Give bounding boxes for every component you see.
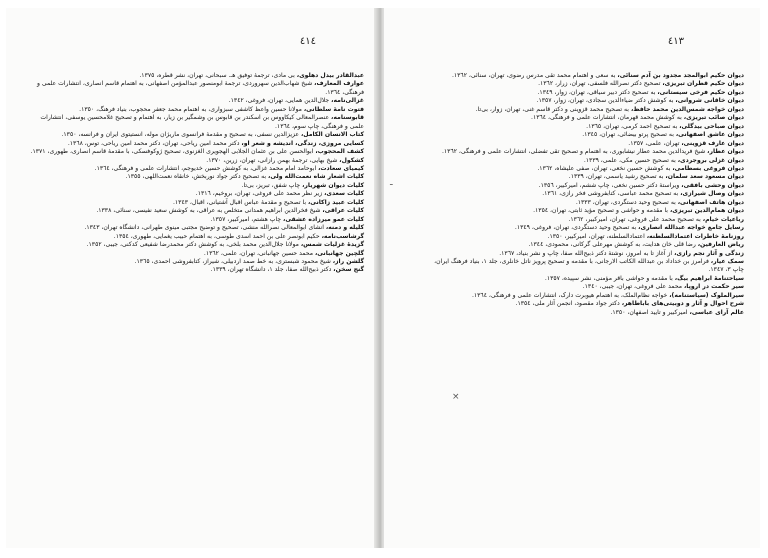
entry-title: رباعیات خیام،	[702, 215, 744, 223]
entry-title: عالم آرای عباسی،	[689, 308, 744, 316]
bibliography-entry	[28, 266, 364, 274]
entry-details: محمد علی فروغی، تهران، جیبی، ١٣٤٠.	[582, 283, 683, 291]
bibliography-entry	[422, 148, 744, 156]
entry-title: دیوان عاشق اصفهانی،	[675, 131, 744, 139]
entry-details: به تصحیح محمد علی فروغی، تهران، امیرکبیر، ١٣٦٢.	[568, 215, 701, 223]
entry-details: با مقدمه و حواشی باقر مؤمنی، نشر سپیده، ١٣٥٧.	[544, 274, 673, 282]
entry-details: تصحیح دکتر نصرالله فلسفی، تهران، زرار، ١٣٦٢.	[538, 80, 661, 88]
entry-title: کلیات عراقی،	[322, 207, 364, 215]
bibliography-entry	[422, 140, 744, 148]
bibliography-entry	[28, 140, 364, 148]
entry-title: رسایل جامع خواجه عبدالله انصاری،	[638, 224, 744, 232]
entry-details: دکتر محمد امین ریاحی، تهران، دکتر محمد امین ریاحی، توس، ١٣٦٨.	[67, 139, 240, 147]
bibliography-entry	[28, 157, 364, 165]
entry-details: شیخ محمود شبستری، به خط صمد اردبیلی، شیراز، کتابفروشی احمدی، ١٣٦٥.	[134, 257, 331, 265]
entry-details: انشای ابوالمعالی نصرالله منشی، تصحیح و توضیح مجتبی مینوی طهرانی، دانشگاه تهران، ١٣٤٣.	[84, 224, 324, 232]
bibliography-entry	[422, 199, 744, 207]
bibliography-entry	[422, 114, 744, 122]
bibliography-entry	[422, 300, 744, 308]
entry-title: غزالی‌نامه،	[331, 97, 364, 105]
entry-title: کتاب الانسان الکامل،	[300, 131, 364, 139]
entry-details: تهران، علمی، ١٣٥٧.	[628, 139, 680, 147]
entry-details: به کوشش دکتر ضیاءالدین سجادی، تهران، زوار، ١٣٥٧.	[536, 97, 674, 105]
entry-details: به تصحیح حسین مکی، علمی، ١٣٣٩.	[583, 156, 676, 164]
bibliography-entry	[28, 165, 364, 173]
bibliography-entry	[422, 292, 744, 300]
entry-details: ابوحامد امام محمد غزالی، به کوشش حسین خدیوجم، انتشارات علمی و فرهنگی، ١٣٦٤.	[94, 164, 317, 172]
entry-title: عبدالقادر بیدل دهلوی،	[296, 72, 364, 79]
right-bibliography-list	[422, 72, 744, 317]
entry-details: اعتمادالسلطنه، تهران، امیرکبیر، ١٣٥٠.	[547, 232, 645, 240]
bibliography-entry	[28, 131, 364, 139]
entry-details: فرامرز بن خداداد بن عبدالله الکاتب الارجانی، با مقدمه و تصحیح پرویز ناتل خانلری، جلد ١، بنیاد فرهنگ ایران، چاپ ٣، ١٣٤٧.	[434, 257, 744, 274]
entry-title: کلیات دیوان شهریار،	[302, 181, 364, 189]
entry-details: به تصحیح وحید دستگردی، تهران، فروغی، ١٣٤٩.	[514, 224, 637, 232]
entry-details: به کوشش محمد قهرمان، انتشارات علمی و فرهنگی، ١٣٦٤.	[531, 114, 682, 122]
entry-details: شیخ شهاب‌الدین سهروردی، ترجمهٔ ابومنصور عبدالمؤمن اصفهانی، به اهتمام قاسم انصاری، انتشارات علمی و فرهنگی، ١٣٦٤.	[37, 80, 364, 96]
entry-title: دیوان حکیم ابوالمجد مجدود بن آدم سنائی،	[617, 72, 744, 79]
entry-details: به تصحیح دکتر دبیر سیاقی، تهران، زوار، ١٣٤٩.	[537, 88, 656, 96]
entry-details: با تصحیح و مقدمهٔ عباس اقبال آشتیانی، اقبال، ١٣٤٣.	[172, 198, 307, 206]
entry-details: دکتر جواد مقصود، انجمن آثار ملی، ١٣٥٤.	[515, 300, 620, 308]
bibliography-entry	[422, 97, 744, 105]
bibliography-entry	[28, 233, 364, 241]
bibliography-entry	[422, 224, 744, 232]
bibliography-entry	[422, 241, 744, 249]
entry-details: به تصحیح وحید دستگردی، تهران، ١٣٣٣.	[575, 198, 676, 206]
bibliography-entry	[422, 123, 744, 131]
entry-title: کسایی مروزی، زندگی، اندیشه و شعر او،	[241, 139, 364, 147]
bibliography-entry	[422, 250, 744, 258]
bibliography-entry	[422, 131, 744, 139]
bibliography-entry	[28, 241, 364, 249]
entry-title: سیرالملوک (سیاستنامه)،	[669, 291, 744, 299]
entry-title: شرح احوال و آثار و دوبیتی‌های باباطاهر،	[621, 300, 744, 308]
entry-title: دیوان وحشی بافقی،	[681, 181, 744, 189]
entry-title: دیوان خاقانی شروانی،	[675, 97, 744, 105]
entry-details: امیرکبیر و تایید اصفهان، ١٣٥٠.	[610, 308, 688, 316]
bibliography-entry	[422, 80, 744, 88]
bibliography-entry	[422, 182, 744, 190]
entry-title: دیوان خواجه شمس‌الدین محمد حافظ،	[630, 105, 744, 113]
bibliography-entry	[28, 114, 364, 131]
entry-title: سمک عیار،	[710, 257, 744, 265]
bibliography-entry	[422, 72, 744, 80]
entry-details: شیخ فخرالدین ابراهیم همدانی متخلص به عراقی، به کوشش سعید نفیسی، سنائی، ١٣٣٨.	[96, 207, 321, 215]
entry-title: گزیدهٔ غزلیات شمس،	[300, 241, 364, 249]
entry-title: فتوت نامهٔ سلطانی،	[303, 105, 364, 113]
bibliography-entry	[28, 207, 364, 215]
bibliography-entry	[422, 165, 744, 173]
margin-tick-mark: ×	[452, 392, 460, 402]
entry-details: عزیزالدین نسفی، به تصحیح و مقدمهٔ فرانسوی ماریژان موله، انستیتوی ایران و فرانسه، ١٣٥٠.	[61, 131, 300, 139]
bibliography-entry	[28, 182, 364, 190]
bibliography-entry	[28, 97, 364, 105]
entry-title: دیوان هاتف اصفهانی،	[677, 198, 744, 206]
entry-title: دیوان وصال شیرازی،	[680, 190, 744, 198]
entry-details: محمد حسین جهانبانی، تهران، علمی، ١٣٦٢.	[203, 249, 313, 257]
entry-title: سیر حکمت در اروپا،	[683, 283, 744, 291]
entry-title: دیوان همام‌الدین تبریزی،	[669, 207, 744, 215]
entry-title: کلیات عمو میرزاده عشقی،	[283, 215, 364, 223]
entry-details: به تصحیح احمد کرمی، تهران، ١٣٦٥.	[586, 122, 678, 130]
entry-details: به کوشش حسین نخعی، تهران، صفی علیشاه، ١٣٦٢.	[537, 164, 671, 172]
bibliography-entry	[422, 233, 744, 241]
bibliography-entry	[28, 216, 364, 224]
entry-details: با مقدمه و حواشی و تصحیح مؤید ثابتی، تهران، ١٣٥٤.	[533, 207, 668, 215]
bibliography-entry	[422, 207, 744, 215]
entry-details: به سعی و اهتمام محمد تقی مدرس رضوی، تهران، سنائی، ١٣٦٢.	[451, 72, 616, 79]
entry-title: عوارف المعارف،	[314, 80, 364, 88]
entry-title: زندگی و آثار نجم رازی،	[674, 249, 744, 257]
entry-details: به تصحیح محمد قزوینی و دکتر قاسم غنی، تهران، زوار، بی‌تا.	[475, 105, 630, 113]
entry-title: دیوان عطار،	[707, 148, 744, 156]
bibliography-entry	[422, 190, 744, 198]
bibliography-entry	[28, 80, 364, 97]
bibliography-entry	[422, 216, 744, 224]
bibliography-entry	[422, 157, 744, 165]
entry-title: سیاحتنامهٔ ابراهیم بیگ،	[674, 274, 744, 282]
bibliography-entry	[422, 173, 744, 181]
entry-details: به تصحیح دکتر جواد نوربخش، خانقاه نعمت‌اللهی، ١٣٥٥.	[125, 173, 267, 181]
margin-tick-mark: ـ	[390, 178, 393, 188]
entry-details: جلال‌الدین همایی، تهران، فروغی، ١٣٤٢.	[228, 97, 330, 105]
entry-title: دیوان غزلی بروجردی،	[677, 156, 744, 164]
entry-title: کشکول،	[339, 156, 364, 164]
bibliography-entry	[422, 309, 744, 317]
entry-details: دکتر ذبیح‌الله صفا، جلد ١، دانشگاه تهران، ١٣٣٩.	[210, 266, 332, 274]
entry-details: شیخ بهایی، ترجمهٔ بهمن رازانی، تهران، زرین، ١٣٧٠.	[206, 156, 338, 164]
bibliography-entry	[422, 89, 744, 97]
entry-title: کلیات سعدی،	[324, 190, 364, 198]
bibliography-entry	[422, 258, 744, 275]
entry-details: به تصحیح محمد عباسی، کتابفروشی فخر رازی، ١٣٦١.	[542, 190, 679, 198]
entry-details: بی مادی، ترجمهٔ توفیق هـ. سبحانی، تهران، نشر قطره، ١٣٧٥.	[139, 72, 295, 79]
entry-details: چاپ هشتم، امیرکبیر، ١٣٥٧.	[210, 215, 282, 223]
bibliography-entry	[28, 199, 364, 207]
left-page-number: ٤١٤	[299, 36, 316, 47]
entry-title: دیوان فروغی بسطامی،	[672, 164, 744, 172]
bibliography-entry	[28, 250, 364, 258]
entry-title: دیوان حکیم فرخی سیستانی،	[657, 88, 744, 96]
entry-title: روزنامهٔ خاطرات اعتمادالسلطنه،	[646, 232, 744, 240]
entry-details: به تصحیح رشید یاسمی، تهران، ١٣٣٩.	[568, 173, 664, 181]
entry-details: به تصحیح پرتو بیضائی، تهران، ١٣٤٥.	[582, 131, 674, 139]
entry-title: گلشن راز،	[332, 257, 364, 265]
bibliography-entry	[28, 190, 364, 198]
left-bibliography-list	[28, 72, 364, 275]
entry-title: گلچین جهانبانی،	[314, 249, 364, 257]
entry-details: عنصرالمعالی کیکاووس بن اسکندر بن قابوس بن وشمگیر بن زیار، به اهتمام و تصحیح غلامحسین یوسفی، انتشارات علمی و فرهنگی، چاپ سوم، ١٣٦٤.	[40, 114, 364, 130]
entry-title: کلیات اشعار شاه نعمت‌الله ولی،	[268, 173, 364, 181]
bibliography-entry	[422, 106, 744, 114]
entry-title: کیمیای سعادت،	[318, 164, 364, 172]
bibliography-entry	[28, 72, 364, 80]
entry-title: قابوسنامه،	[331, 114, 364, 122]
right-page-number: ٤١٣	[667, 36, 684, 47]
entry-title: کلیات عبید زاکانی،	[307, 198, 364, 206]
entry-details: ابوالحسن علی بن عثمان الجلابی الهجویری الغزنوی، تصحیح ژوکوفسکی، با مقدمهٔ قاسم انصاری، طهوری، ١٣٧١.	[30, 148, 314, 156]
left-page	[6, 8, 378, 548]
bibliography-entry	[28, 224, 364, 232]
entry-title: دیوان حکیم قطران تبریزی،	[662, 80, 744, 88]
bibliography-entry	[28, 148, 364, 156]
bibliography-entry	[28, 106, 364, 114]
entry-title: ریاض العارفین،	[697, 241, 744, 249]
right-page	[384, 8, 760, 548]
entry-title: کشف المحجوب،	[315, 148, 364, 156]
entry-details: چاپ شفق، تبریز، بی‌تا.	[241, 181, 301, 189]
entry-details: مولانا حسین واعظ کاشفی سبزواری، به اهتمام محمد جعفر محجوب، بنیاد فرهنگ، ١٣٥٠.	[79, 105, 302, 113]
entry-title: دیوان صباحی بیدگلی،	[679, 122, 744, 130]
entry-details: از آغاز تا به امروز، نوشتهٔ دکتر ذبیح‌الله صفا، چاپ و نشر بنیاد، ١٣٦٧.	[499, 249, 673, 257]
entry-details: خواجه نظام‌الملک، به اهتمام هیوبرت دارک، انتشارات علمی و فرهنگی، ١٣٦٤.	[471, 291, 668, 299]
entry-details: مولانا جلال‌الدین محمد بلخی، به کوشش دکتر محمدرضا شفیعی کدکنی، جیبی، ١٣٥٢.	[86, 241, 299, 249]
entry-details: ویراستهٔ دکتر حسین نخعی، چاپ ششم، امیرکبیر، ١٣٥٦.	[538, 181, 680, 189]
entry-title: گرشاسب‌نامه،	[321, 232, 364, 240]
bibliography-entry	[422, 275, 744, 283]
bibliography-entry	[422, 283, 744, 291]
entry-details: حکیم ابونصر علی بن احمد اسدی طوسی، به اهتمام حبیب یغمایی، طهوری، ١٣٥٤.	[113, 232, 320, 240]
entry-title: دیوان عارف قزوینی،	[681, 139, 744, 147]
entry-details: زیر نظر محمد علی فروغی، تهران، بروخیم، ١٣١٦.	[195, 190, 323, 198]
entry-title: گنج سخن،	[333, 266, 364, 274]
bibliography-entry	[28, 173, 364, 181]
entry-title: دیوان مسعود سعد سلمان،	[665, 173, 744, 181]
entry-title: کلیله و دمنه،	[325, 224, 364, 232]
entry-details: رضا قلی خان هدایت، به کوشش مهرعلی گرکانی، محمودی، ١٣٤٤.	[528, 241, 696, 249]
entry-details: شیخ فریدالدین محمد عطار نیشابوری، به اهتمام و تصحیح تقی تفضلی، انتشارات علمی و فرهنگی، ١٣٦٢.	[441, 148, 706, 156]
entry-title: دیوان صائب تبریزی،	[683, 114, 744, 122]
